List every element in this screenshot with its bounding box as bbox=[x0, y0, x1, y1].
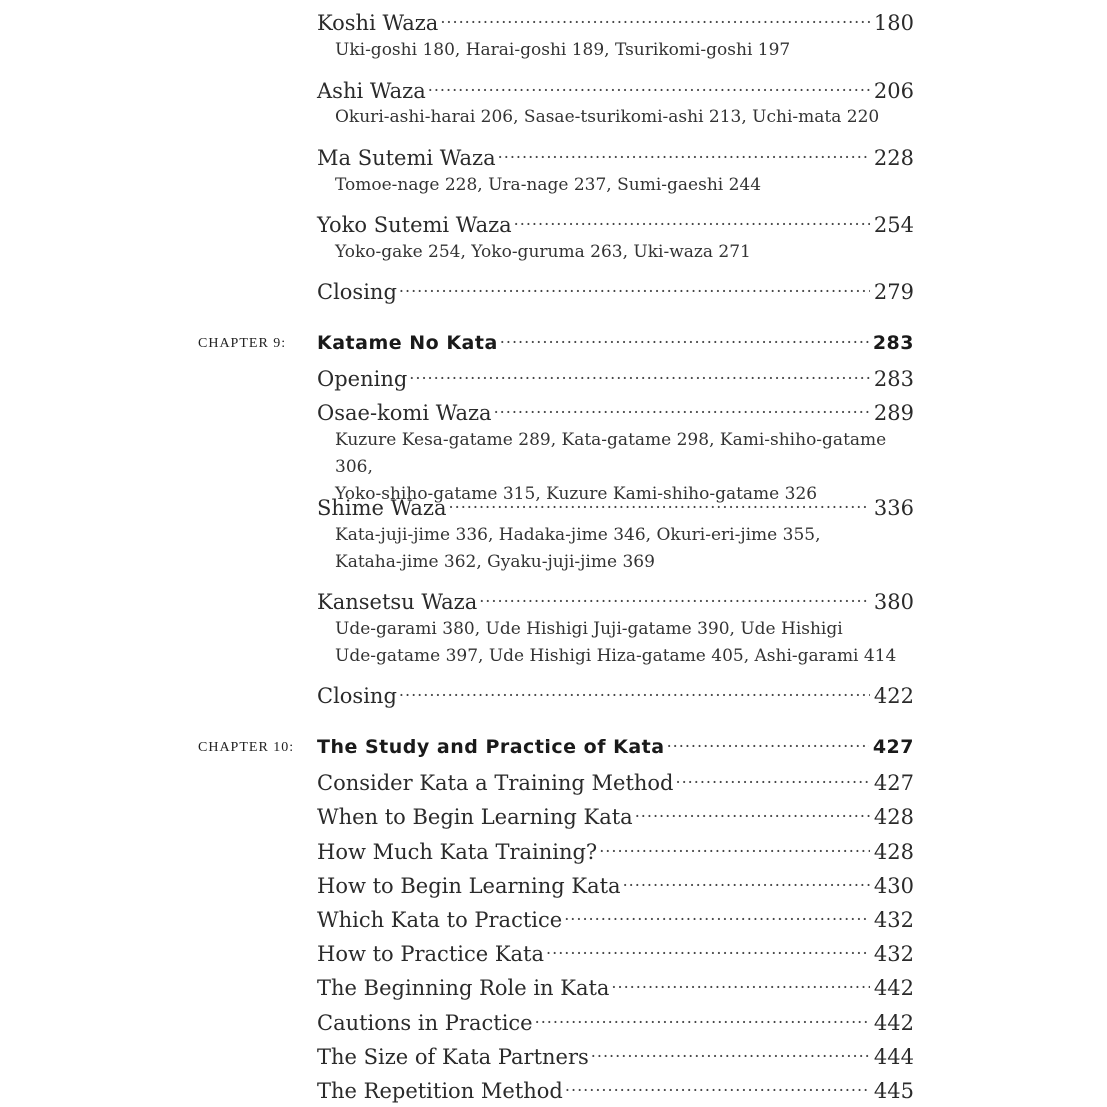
dot-leader bbox=[564, 902, 870, 928]
toc-entry-page: 422 bbox=[873, 684, 914, 708]
toc-subentries bbox=[335, 239, 925, 266]
toc-entry bbox=[317, 762, 914, 796]
dot-leader bbox=[667, 729, 869, 755]
chapter-title: The Study and Practice of Kata bbox=[317, 736, 665, 758]
toc-subentries bbox=[335, 37, 925, 64]
toc-entry-page: 180 bbox=[873, 11, 914, 35]
toc-entry-page: 336 bbox=[873, 496, 914, 520]
chapter-page: 427 bbox=[872, 736, 914, 758]
toc-entry-page: 427 bbox=[873, 771, 914, 795]
toc-entry bbox=[317, 865, 914, 899]
toc-entry-page: 442 bbox=[873, 976, 914, 1000]
toc-entry-title: The Size of Kata Partners bbox=[317, 1045, 589, 1069]
dot-leader bbox=[611, 970, 869, 996]
chapter-label: CHAPTER 10: bbox=[198, 740, 295, 755]
toc-entry-title: Yoko Sutemi Waza bbox=[317, 213, 512, 237]
chapter-label: CHAPTER 9: bbox=[198, 336, 287, 351]
dot-leader bbox=[449, 490, 870, 516]
toc-entry-title: Cautions in Practice bbox=[317, 1011, 533, 1035]
toc-entry-page: 228 bbox=[873, 146, 914, 170]
toc-subentry-line: Kuzure Kesa-gatame 289, Kata-gatame 298, Kami-shiho-gatame 306, bbox=[335, 430, 887, 477]
toc-entry-title: Consider Kata a Training Method bbox=[317, 771, 674, 795]
toc-entry-title: Opening bbox=[317, 367, 408, 391]
dot-leader bbox=[635, 799, 870, 825]
toc-entry-title: How to Begin Learning Kata bbox=[317, 874, 621, 898]
toc-subentry-line: Tomoe-nage 228, Ura-nage 237, Sumi-gaeshi 244 bbox=[335, 175, 762, 195]
toc-entry-page: 428 bbox=[873, 805, 914, 829]
toc-entry-title: Kansetsu Waza bbox=[317, 590, 478, 614]
dot-leader bbox=[479, 584, 870, 610]
dot-leader bbox=[498, 140, 870, 166]
toc-entry-title: Ashi Waza bbox=[317, 79, 426, 103]
toc-entry-page: 442 bbox=[873, 1011, 914, 1035]
toc-subentry-line: Yoko-shiho-gatame 315, Kuzure Kami-shiho-gatame 326 bbox=[335, 484, 818, 504]
toc-subentry-line: Kataha-jime 362, Gyaku-juji-jime 369 bbox=[335, 552, 655, 572]
chapter-page: 283 bbox=[872, 332, 914, 354]
toc-subentries bbox=[335, 172, 925, 199]
toc-entry-koshi-waza bbox=[317, 2, 914, 36]
chapter-heading-katame-no-kata bbox=[317, 322, 914, 356]
dot-leader bbox=[409, 361, 870, 387]
dot-leader bbox=[500, 325, 869, 351]
toc-entry-title: How to Practice Kata bbox=[317, 942, 545, 966]
toc-entry bbox=[317, 967, 914, 1001]
toc-entry-page: 432 bbox=[873, 942, 914, 966]
toc-entry-closing bbox=[317, 675, 914, 709]
toc-entry-title: How Much Kata Training? bbox=[317, 840, 598, 864]
toc-entry-title: The Beginning Role in Kata bbox=[317, 976, 610, 1000]
toc-entry-osae-komi-waza bbox=[317, 392, 914, 426]
toc-entry-page: 430 bbox=[873, 874, 914, 898]
dot-leader bbox=[494, 395, 870, 421]
chapter-title: Katame No Kata bbox=[317, 332, 498, 354]
toc-entry-title: Osae-komi Waza bbox=[317, 401, 492, 425]
toc-entry-page: 254 bbox=[873, 213, 914, 237]
toc-entry-title: Koshi Waza bbox=[317, 11, 439, 35]
dot-leader bbox=[565, 1073, 870, 1099]
toc-entry-title: Which Kata to Practice bbox=[317, 908, 563, 932]
dot-leader bbox=[514, 207, 870, 233]
toc-subentry-line: Uki-goshi 180, Harai-goshi 189, Tsurikomi-goshi 197 bbox=[335, 40, 791, 60]
toc-entry-shime-waza bbox=[317, 487, 914, 521]
toc-subentries bbox=[335, 104, 925, 131]
toc-entry-page: 289 bbox=[873, 401, 914, 425]
toc-entry-title: Shime Waza bbox=[317, 496, 447, 520]
toc-entry bbox=[317, 1036, 914, 1070]
chapter-heading-study-and-practice bbox=[317, 726, 914, 760]
toc-entry-ashi-waza bbox=[317, 70, 914, 104]
toc-entry-closing bbox=[317, 271, 914, 305]
toc-subentry-line: Yoko-gake 254, Yoko-guruma 263, Uki-waza 271 bbox=[335, 242, 751, 262]
toc-subentry-line: Okuri-ashi-harai 206, Sasae-tsurikomi-ashi 213, Uchi-mata 220 bbox=[335, 107, 880, 127]
toc-entry-title: Closing bbox=[317, 684, 397, 708]
toc-entry-page: 283 bbox=[873, 367, 914, 391]
toc-entry-title: When to Begin Learning Kata bbox=[317, 805, 633, 829]
toc-entry bbox=[317, 1070, 914, 1104]
toc-entry-page: 380 bbox=[873, 590, 914, 614]
dot-leader bbox=[676, 765, 870, 791]
toc-entry-page: 428 bbox=[873, 840, 914, 864]
dot-leader bbox=[399, 678, 870, 704]
toc-entry-ma-sutemi-waza bbox=[317, 137, 914, 171]
toc-subentries bbox=[335, 522, 925, 576]
toc-subentry-line: Ude-gatame 397, Ude Hishigi Hiza-gatame 405, Ashi-garami 414 bbox=[335, 646, 897, 666]
toc-subentry-line: Kata-juji-jime 336, Hadaka-jime 346, Okuri-eri-jime 355, bbox=[335, 525, 821, 545]
toc-entry-page: 444 bbox=[873, 1045, 914, 1069]
toc-entry bbox=[317, 899, 914, 933]
toc-entry-page: 206 bbox=[873, 79, 914, 103]
toc-subentries bbox=[335, 616, 925, 670]
toc-entry-title: Ma Sutemi Waza bbox=[317, 146, 496, 170]
toc-entry bbox=[317, 796, 914, 830]
dot-leader bbox=[599, 834, 870, 860]
dot-leader bbox=[440, 5, 870, 31]
dot-leader bbox=[535, 1005, 870, 1031]
toc-subentry-line: Ude-garami 380, Ude Hishigi Juji-gatame 390, Ude Hishigi bbox=[335, 619, 843, 639]
toc-entry-page: 279 bbox=[873, 280, 914, 304]
dot-leader bbox=[591, 1039, 870, 1065]
dot-leader bbox=[623, 868, 870, 894]
dot-leader bbox=[428, 73, 870, 99]
toc-entry bbox=[317, 933, 914, 967]
toc-entry-kansetsu-waza bbox=[317, 581, 914, 615]
dot-leader bbox=[546, 936, 870, 962]
toc-entry-page: 445 bbox=[873, 1079, 914, 1103]
toc-entry-title: The Repetition Method bbox=[317, 1079, 563, 1103]
toc-entry-opening bbox=[317, 358, 914, 392]
toc-entry bbox=[317, 1002, 914, 1036]
dot-leader bbox=[399, 274, 870, 300]
toc-entry bbox=[317, 831, 914, 865]
toc-entry-yoko-sutemi-waza bbox=[317, 204, 914, 238]
toc-entry-page: 432 bbox=[873, 908, 914, 932]
toc-entry-title: Closing bbox=[317, 280, 397, 304]
